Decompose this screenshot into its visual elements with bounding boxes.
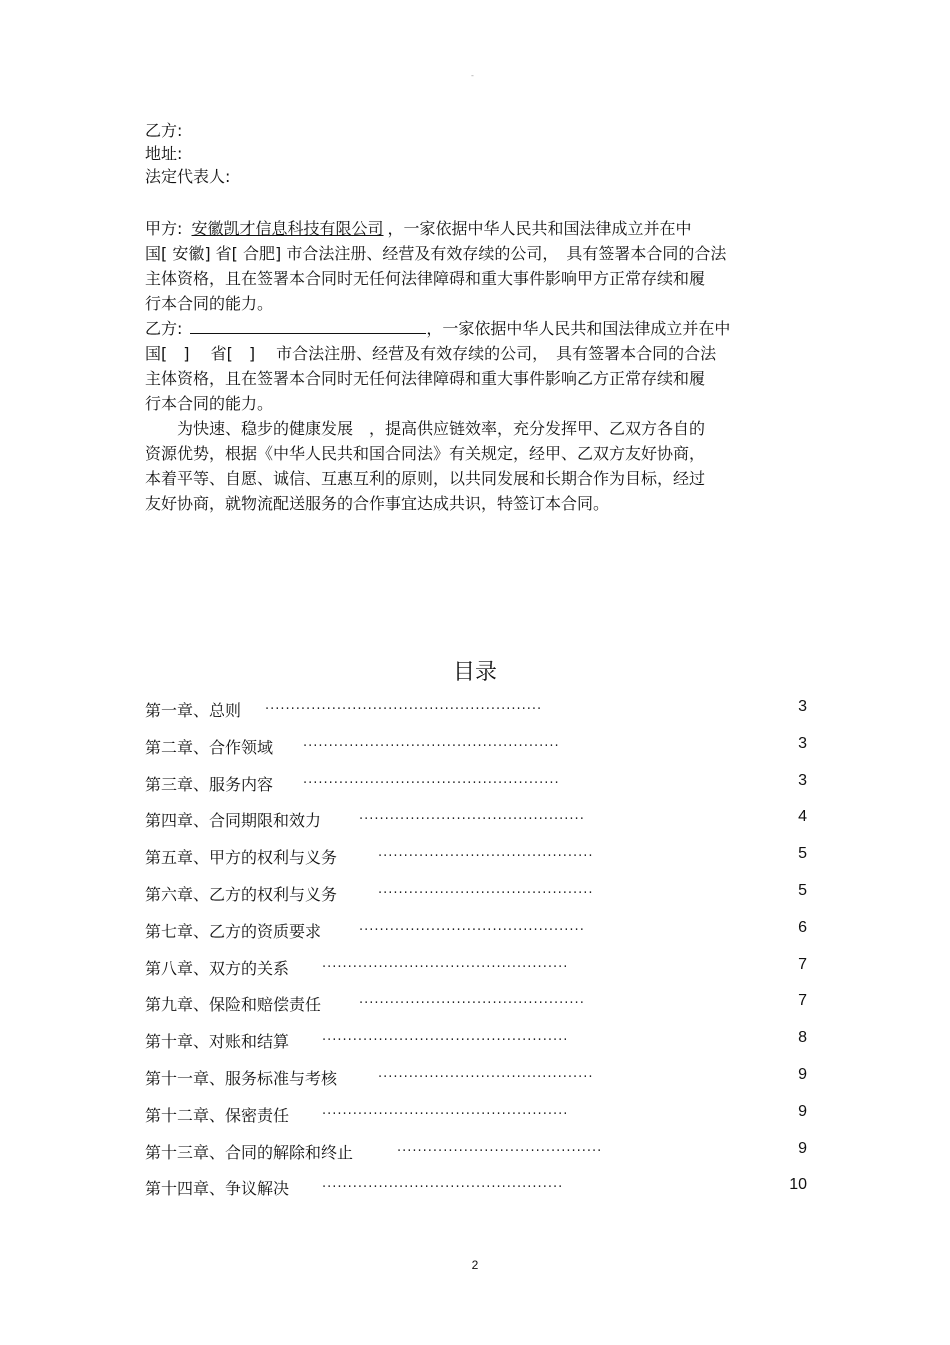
- toc-entry-page: 7: [798, 955, 807, 973]
- party-a-paragraph: [145, 216, 805, 316]
- toc-entry-label: 第九章、保险和赔偿责任: [145, 995, 322, 1015]
- party-b-paragraph: [145, 316, 805, 416]
- party-a-prefix: 甲方:: [145, 219, 183, 238]
- toc-entry-page: 3: [798, 771, 807, 789]
- toc-entry-page: 9: [798, 1102, 807, 1120]
- toc-entry-page: 6: [798, 918, 807, 936]
- toc-entry-leader: ................................................: [322, 1029, 569, 1045]
- toc-entry[interactable]: [145, 882, 807, 919]
- toc-title: 目录: [452, 660, 497, 685]
- toc-entry[interactable]: [145, 992, 807, 1029]
- toc-entry[interactable]: [145, 698, 807, 735]
- toc-entry-page: 4: [798, 808, 807, 826]
- toc-entry[interactable]: [145, 1103, 807, 1140]
- toc-entry-label: 第七章、乙方的资质要求: [145, 921, 322, 941]
- toc-entry-page: 9: [798, 1065, 807, 1083]
- toc-entry-page: 3: [798, 734, 807, 752]
- legal-rep-label: 法定代表人:: [145, 167, 231, 186]
- toc-entry[interactable]: [145, 845, 807, 882]
- toc-entry-label: 第六章、乙方的权利与义务: [145, 884, 338, 904]
- party-b-line3: 主体资格，且在签署本合同时无任何法律障碍和重大事件影响乙方正常存续和履: [145, 369, 706, 388]
- toc-entry[interactable]: [145, 919, 807, 956]
- toc-entry-leader: ...............................................: [322, 1176, 564, 1192]
- toc-entry-label: 第二章、合作领域: [145, 737, 274, 757]
- toc-entry-leader: ..........................................: [378, 881, 594, 897]
- toc-entry-leader: ..........................................: [378, 1065, 594, 1081]
- address-label: 地址:: [145, 144, 183, 163]
- toc-entry-page: 3: [798, 698, 807, 715]
- toc-entry-label: 第十二章、保密责任: [145, 1105, 290, 1125]
- party-a-line2: 国[ 安徽] 省[ 合肥] 市合法注册、经营及有效存续的公司， 具有签署本合同的合法: [145, 244, 727, 263]
- toc-entry-leader: ................................................: [322, 1102, 569, 1118]
- toc-entry-leader: ..................................................: [303, 734, 560, 750]
- party-a-line1-rest: ，一家依据中华人民共和国法律成立并在中: [387, 219, 692, 238]
- toc-entry-page: 10: [789, 1176, 807, 1194]
- toc-entry[interactable]: [145, 772, 807, 809]
- toc-entry[interactable]: [145, 808, 807, 845]
- toc-entry[interactable]: [145, 1140, 807, 1177]
- party-b-line2: 国[ ] 省[ ] 市合法注册、经营及有效存续的公司， 具有签署本合同的合法: [145, 344, 717, 363]
- party-b-label: 乙方:: [145, 121, 183, 140]
- toc-entry-page: 8: [798, 1029, 807, 1047]
- party-b-line4: 行本合同的能力。: [145, 394, 274, 413]
- toc-entry-label: 第一章、总则: [145, 701, 242, 720]
- toc-entry-leader: ............................................: [359, 808, 585, 824]
- party-b-name-blank: [190, 319, 426, 334]
- toc-entry-leader: ............................................: [359, 992, 585, 1008]
- toc-entry-leader: ..........................................: [378, 845, 594, 861]
- toc-entry[interactable]: [145, 956, 807, 993]
- toc-entry[interactable]: [145, 1176, 807, 1213]
- party-b-line1-rest: ，一家依据中华人民共和国法律成立并在中: [426, 319, 731, 338]
- toc-entry-page: 9: [798, 1139, 807, 1157]
- intro-line4: 友好协商，就物流配送服务的合作事宜达成共识，特签订本合同。: [145, 494, 610, 513]
- toc-entry-leader: ............................................: [359, 918, 585, 934]
- toc-entry-label: 第八章、双方的关系: [145, 958, 290, 978]
- page-number: 2: [471, 1258, 479, 1272]
- toc-entry[interactable]: [145, 735, 807, 772]
- toc-entry-label: 第十三章、合同的解除和终止: [145, 1142, 354, 1162]
- toc-entry-label: 第四章、合同期限和效力: [145, 811, 322, 831]
- header-mark: -: [471, 71, 474, 80]
- toc-entry-leader: ......................................................: [265, 698, 543, 713]
- intro-paragraph: [145, 416, 805, 516]
- toc-entry-label: 第十章、对账和结算: [145, 1032, 290, 1052]
- intro-line1: 为快速、稳步的健康发展 ，提高供应链效率，充分发挥甲、乙双方各自的: [145, 419, 706, 438]
- party-a-company: 安徽凯才信息科技有限公司: [191, 219, 384, 238]
- toc-entry-page: 7: [798, 992, 807, 1010]
- toc-entry[interactable]: [145, 1066, 807, 1103]
- toc-entry[interactable]: [145, 1029, 807, 1066]
- toc-entry-label: 第五章、甲方的权利与义务: [145, 848, 338, 868]
- toc-entry-label: 第三章、服务内容: [145, 774, 274, 794]
- toc-entry-leader: ................................................: [322, 955, 569, 971]
- intro-line3: 本着平等、自愿、诚信、互惠互利的原则，以共同发展和长期合作为目标，经过: [145, 469, 706, 488]
- toc-entry-leader: ..................................................: [303, 771, 560, 787]
- toc-entry-leader: ........................................: [397, 1139, 603, 1155]
- toc-entry-label: 第十四章、争议解决: [145, 1179, 290, 1199]
- party-a-line3: 主体资格，且在签署本合同时无任何法律障碍和重大事件影响甲方正常存续和履: [145, 269, 706, 288]
- party-b-header: [145, 119, 230, 188]
- intro-line2: 资源优势，根据《中华人民共和国合同法》有关规定，经甲、乙双方友好协商，: [145, 444, 706, 463]
- toc-entry-page: 5: [798, 845, 807, 863]
- table-of-contents: [145, 698, 807, 1213]
- toc-entry-label: 第十一章、服务标准与考核: [145, 1068, 338, 1088]
- toc-entry-page: 5: [798, 881, 807, 899]
- party-a-line4: 行本合同的能力。: [145, 294, 274, 313]
- party-b-prefix: 乙方:: [145, 319, 183, 338]
